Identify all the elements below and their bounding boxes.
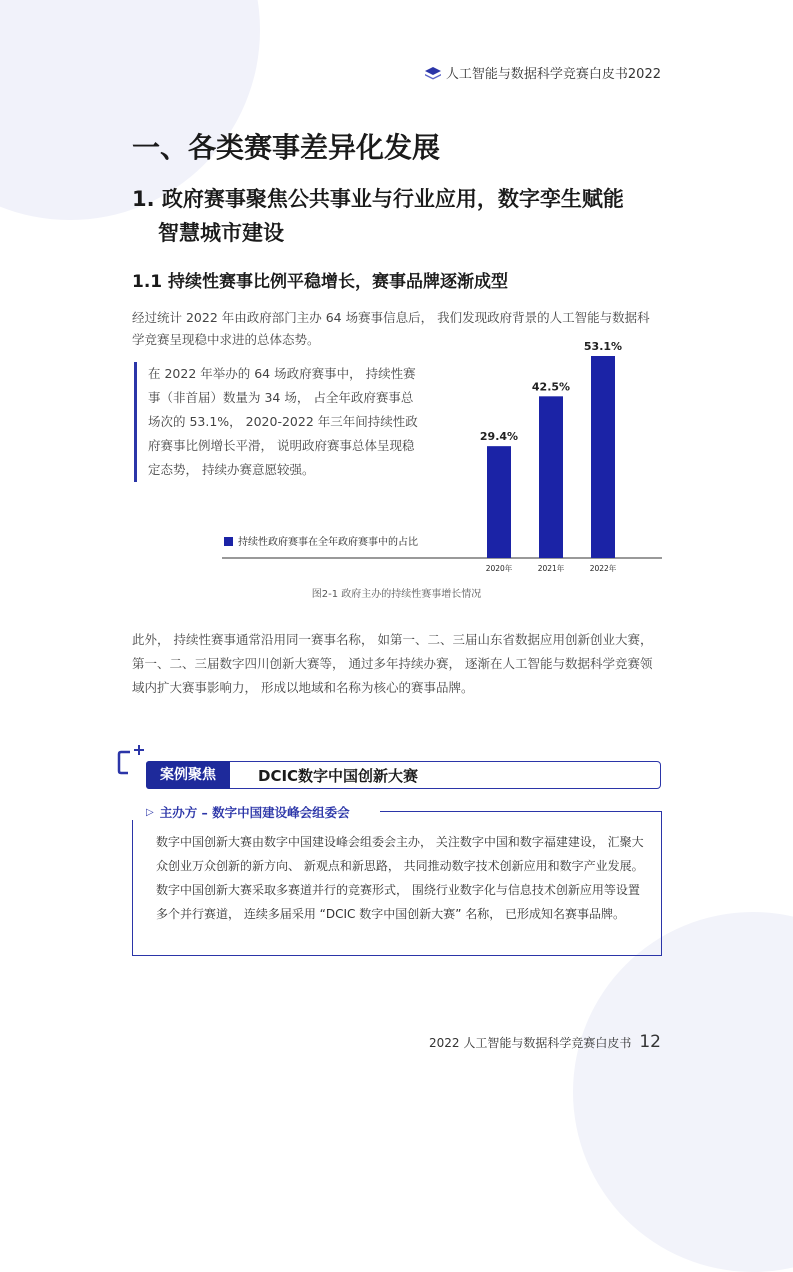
x-tick-label: 2020年 <box>485 564 513 573</box>
running-header <box>424 63 661 82</box>
triangle-right-icon: ▷ <box>146 806 154 818</box>
bar-value-label: 29.4% <box>479 430 519 444</box>
body-paragraph: 此外， 持续性赛事通常沿用同一赛事名称， 如第一、二、三届山东省数据应用创新创业大赛， 第一、二、三届数字四川创新大赛等， 通过多年持续办赛， 逐渐在人工智能与数据科学竞赛领域内扩大赛事影响力， 形成以地域和名称为核心的赛事品牌。 <box>132 632 653 695</box>
subsection-heading-line1: 1. 政府赛事聚焦公共事业与行业应用，数字孪生赋能 <box>132 187 624 211</box>
x-tick-label: 2022年 <box>589 564 617 573</box>
bar-2021年 <box>539 396 563 558</box>
figure-caption: 图2-1 政府主办的持续性赛事增长情况 <box>311 589 482 600</box>
highlight-quote: 在 2022 年举办的 64 场政府赛事中， 持续性赛事（非首届）数量为 34 场， 占全年政府赛事总场次的 53.1%， 2020-2022 年三年间持续性政府赛事比例增长平滑， 说明政府赛事总体呈现稳定态势， 持续办赛意愿较强。 <box>134 362 418 482</box>
case-focus-tag: 案例聚焦 <box>146 761 230 789</box>
header-title: 人工智能与数据科学竞赛白皮书2022 <box>445 67 661 82</box>
case-box-bottom-border <box>132 955 662 956</box>
bar-value-label: 42.5% <box>531 380 571 394</box>
case-box-top-border <box>380 811 662 812</box>
page-number: 12 <box>639 1032 661 1052</box>
case-body-text: 数字中国创新大赛由数字中国建设峰会组委会主办， 关注数字中国和数字福建建设， 汇聚大众创业万众创新的新方向、 新观点和新思路， 共同推动数字技术创新应用和数字产业发展。数字中国创新大赛采取多赛道并行的竞赛形式， 围绕行业数字化与信息技术创新应用等设置多个并行赛道， 连续多届采用 “DCIC 数字中国创新大赛” 名称， 已形成知名赛事品牌。 <box>156 835 644 921</box>
legend-swatch <box>224 537 233 546</box>
case-box-right-border <box>661 811 662 956</box>
case-focus-header <box>146 761 661 789</box>
bar-2022年 <box>591 356 615 558</box>
layers-logo-icon <box>424 66 442 80</box>
page-footer <box>429 1032 661 1052</box>
decorative-circle-bottom-right <box>573 912 793 1272</box>
intro-paragraph: 经过统计 2022 年由政府部门主办 64 场赛事信息后， 我们发现政府背景的人工智能与数据科学竞赛呈现稳中求进的总体态势。 <box>132 310 650 347</box>
section-heading: 一、各类赛事差异化发展 <box>132 131 441 164</box>
bar-value-label: 53.1% <box>583 340 623 353</box>
subsection-heading <box>132 182 624 250</box>
bar-2020年 <box>487 446 511 558</box>
subsubsection-heading: 1.1 持续性赛事比例平稳增长，赛事品牌逐渐成型 <box>132 272 509 292</box>
footer-title: 2022 人工智能与数据科学竞赛白皮书 <box>429 1036 632 1050</box>
case-corner-plus-icon <box>116 744 146 776</box>
legend-label: 持续性政府赛事在全年政府赛事中的占比 <box>238 537 418 548</box>
x-tick-label: 2021年 <box>537 564 565 573</box>
case-host-label: 主办方 – 数字中国建设峰会组委会 <box>159 805 350 820</box>
case-host <box>146 803 350 821</box>
case-box-left-border <box>132 820 133 956</box>
case-title: DCIC数字中国创新大赛 <box>258 766 419 785</box>
subsection-heading-line2: 智慧城市建设 <box>158 221 284 245</box>
